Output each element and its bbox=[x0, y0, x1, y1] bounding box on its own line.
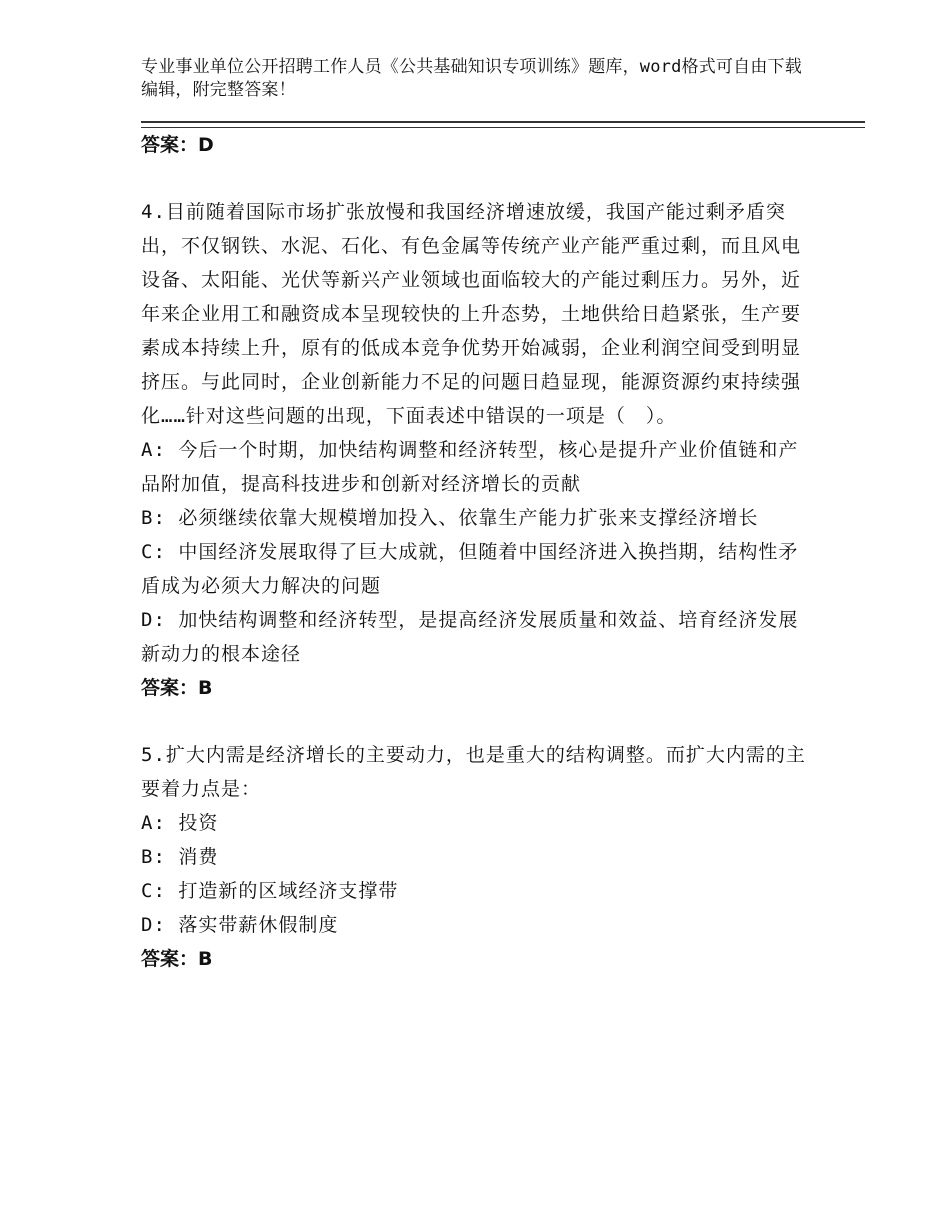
option-c: C: 中国经济发展取得了巨大成就，但随着中国经济进入换挡期，结构性矛盾成为必须大力解决的问题 bbox=[141, 541, 799, 597]
answer-label: 答案：B bbox=[141, 677, 213, 699]
option-a: A: 今后一个时期，加快结构调整和经济转型，核心是提升产业价值链和产品附加值，提高科技进步和创新对经济增长的贡献 bbox=[141, 439, 799, 495]
question-block bbox=[141, 738, 811, 976]
paragraph-gap bbox=[141, 162, 811, 195]
page-header: 专业事业单位公开招聘工作人员《公共基础知识专项训练》题库，word格式可自由下载编辑，附完整答案！ bbox=[141, 57, 802, 100]
question-block bbox=[141, 195, 811, 705]
option-b: B: 消费 bbox=[141, 846, 219, 868]
option-c: C: 打造新的区域经济支撑带 bbox=[141, 880, 399, 902]
answer-label: 答案：B bbox=[141, 948, 213, 970]
question-text: 5.扩大内需是经济增长的主要动力，也是重大的结构调整。而扩大内需的主要着力点是： bbox=[141, 744, 806, 800]
option-a: A: 投资 bbox=[141, 812, 219, 834]
option-d: D: 加快结构调整和经济转型，是提高经济发展质量和效益、培育经济发展新动力的根本途径 bbox=[141, 609, 799, 665]
question-text: 4.目前随着国际市场扩张放慢和我国经济增速放缓，我国产能过剩矛盾突出，不仅钢铁、水泥、石化、有色金属等传统产业产能严重过剩，而且风电设备、太阳能、光伏等新兴产业领域也面临较大的产能过剩压力。另外，近年来企业用工和融资成本呈现较快的上升态势，土地供给日趋紧张，生产要素成本持续上升，原有的低成本竞争优势开始减弱，企业利润空间受到明显挤压。与此同时，企业创新能力不足的问题日趋显现，能源资源约束持续强化……针对这些问题的出现，下面表述中错误的一项是（ ）。 bbox=[141, 201, 802, 427]
document-body bbox=[141, 128, 811, 976]
paragraph-gap bbox=[141, 705, 811, 738]
previous-answer: 答案：D bbox=[141, 134, 214, 156]
option-b: B: 必须继续依靠大规模增加投入、依靠生产能力扩张来支撑经济增长 bbox=[141, 507, 759, 529]
header-divider bbox=[141, 121, 865, 128]
option-d: D: 落实带薪休假制度 bbox=[141, 914, 339, 936]
